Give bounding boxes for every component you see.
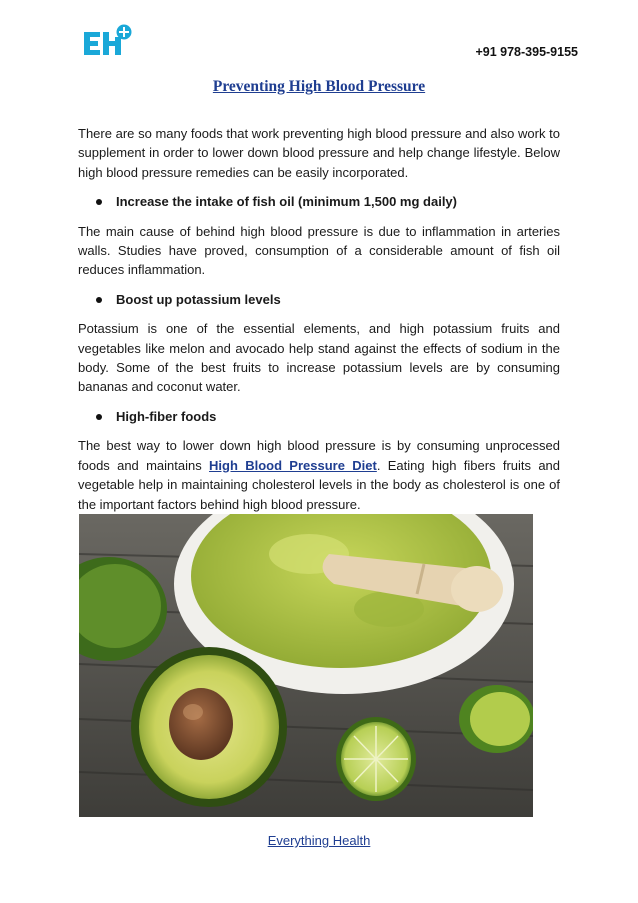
bullet-icon bbox=[96, 297, 102, 303]
section-body-potassium: Potassium is one of the essential elements, and high potassium fruits and vegetables like melon and avocado help stand against the effects of sodium in the body. Some of the best fruits to increase potassium levels are by consuming bananas and coconut water. bbox=[78, 321, 560, 395]
avocado-photo bbox=[79, 514, 533, 817]
bullet-icon bbox=[96, 414, 102, 420]
section-body-fish-oil: The main cause of behind high blood pressure is due to inflammation in arteries walls. Studies have proved, consumption of a considerable amount of fish oil reduces inflammation. bbox=[78, 223, 560, 278]
section-body-high-fiber: The best way to lower down high blood pressure is by consuming unprocessed foods and maintains High Blood Pressure Diet. Eating high fibers fruits and vegetable help in maintaining cholesterol levels in the body as cholesterol is one of the important factors behind high blood pressure. bbox=[78, 438, 561, 512]
footer-caption bbox=[0, 833, 638, 848]
intro-paragraph: There are so many foods that work preventing high blood pressure and also work to supplement in order to lower down blood pressure and help change lifestyle. Below high blood pressure remedies can be easily incorporated. bbox=[78, 126, 560, 180]
high-blood-pressure-diet-link[interactable]: High Blood Pressure Diet bbox=[209, 457, 377, 473]
bullet-icon bbox=[96, 199, 102, 205]
page-title: Preventing High Blood Pressure bbox=[212, 78, 426, 95]
everything-health-logo bbox=[82, 23, 132, 57]
section-heading-fish-oil: Increase the intake of fish oil (minimum 1,500 mg daily) bbox=[78, 192, 560, 211]
section-heading-high-fiber: High-fiber foods bbox=[78, 407, 560, 426]
phone-number: +91 978-395-9155 bbox=[475, 45, 578, 59]
article-body bbox=[78, 124, 560, 514]
everything-health-link[interactable]: Everything Health bbox=[267, 833, 371, 848]
section-heading-potassium: Boost up potassium levels bbox=[78, 290, 560, 309]
